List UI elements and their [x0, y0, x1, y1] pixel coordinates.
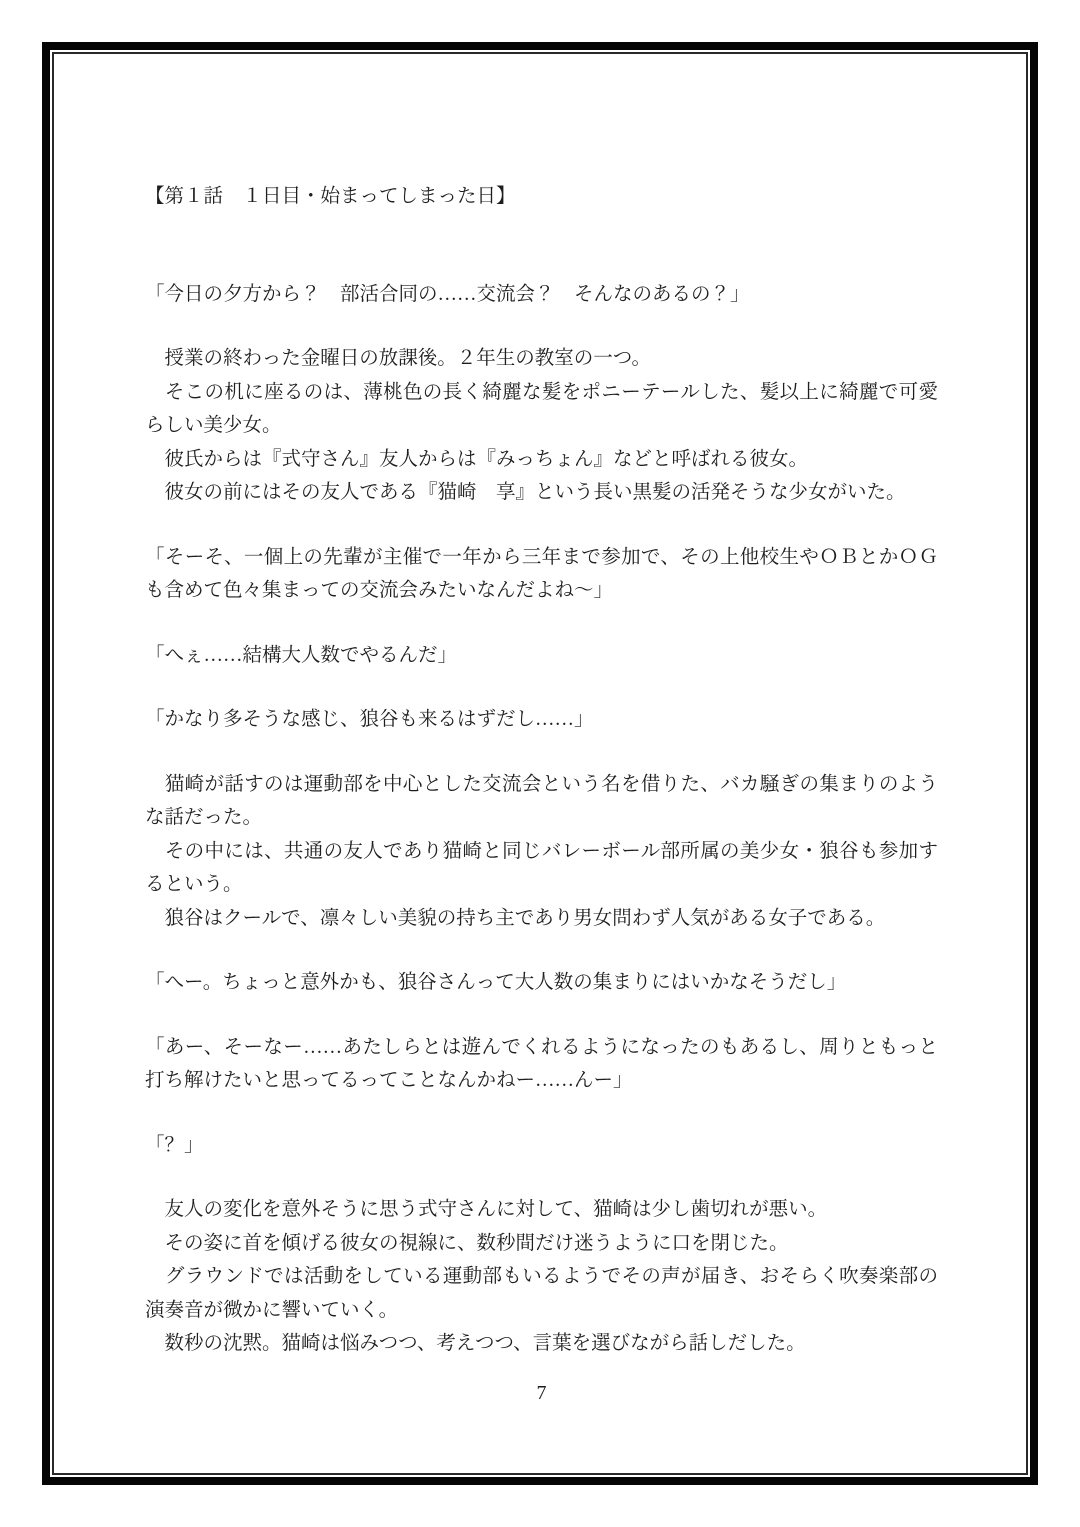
paragraph-narration: 猫崎が話すのは運動部を中心とした交流会という名を借りた、バカ騒ぎの集まりのような話だった。 [145, 773, 938, 828]
paragraph-dialogue: 「そーそ、一個上の先輩が主催で一年から三年まで参加で、その上他校生やＯＢとかＯＧも含めて色々集まっての交流会みたいなんだよね～」 [145, 546, 938, 601]
paragraph-narration: 数秒の沈黙。猫崎は悩みつつ、考えつつ、言葉を選びながら話しだした。 [145, 1333, 806, 1354]
paragraph-narration: そこの机に座るのは、薄桃色の長く綺麗な髪をポニーテールした、髪以上に綺麗で可愛らしい美少女。 [145, 381, 938, 436]
paragraph-narration: 彼女の前にはその友人である『猫崎 享』という長い黒髪の活発そうな少女がいた。 [145, 482, 906, 503]
paragraph-narration: 彼氏からは『式守さん』友人からは『みっちょん』などと呼ばれる彼女。 [145, 448, 809, 470]
paragraph-dialogue: 「へぇ……結構大人数でやるんだ」 [145, 644, 458, 666]
page-border-inner [52, 52, 1028, 1475]
paragraph-narration: その姿に首を傾げる彼女の視線に、数秒間だけ迷うように口を閉じた。 [145, 1232, 789, 1254]
paragraph-narration: その中には、共通の友人であり猫崎と同じバレーボール部所属の美少女・狼谷も参加するという。 [145, 840, 938, 895]
paragraph-narration: 授業の終わった金曜日の放課後。２年生の教室の一つ。 [145, 348, 652, 369]
paragraph-dialogue: 「へー。ちょっと意外かも、狼谷さんって大人数の集まりにはいかなそうだし」 [145, 972, 847, 993]
paragraph-dialogue: 「あー、そーなー……あたしらとは遊んでくれるようになったのもあるし、周りともっと打ち解けたいと思ってるってことなんかねー……んー」 [145, 1036, 938, 1091]
page-border-outer [42, 42, 1038, 1485]
page-content [54, 54, 1026, 1473]
paragraph-dialogue: 「かなり多そうな感じ、狼谷も来るはずだし……」 [145, 709, 594, 730]
paragraph-dialogue: 「今日の夕方から？ 部活合同の……交流会？ そんなのあるの？」 [145, 283, 750, 305]
chapter-title: 【第１話 １日目・始まってしまった日】 [145, 186, 516, 207]
paragraph-narration: 友人の変化を意外そうに思う式守さんに対して、猫崎は少し歯切れが悪い。 [145, 1199, 828, 1220]
page-number: 7 [536, 1381, 547, 1404]
paragraph-dialogue: 「？」 [145, 1134, 204, 1156]
paragraph-narration: グラウンドでは活動をしている運動部もいるようでその声が届き、おそらく吹奏楽部の演奏音が微かに響いていく。 [145, 1266, 938, 1321]
paragraph-narration: 狼谷はクールで、凛々しい美貌の持ち主であり男女問わず人気がある女子である。 [145, 907, 886, 929]
